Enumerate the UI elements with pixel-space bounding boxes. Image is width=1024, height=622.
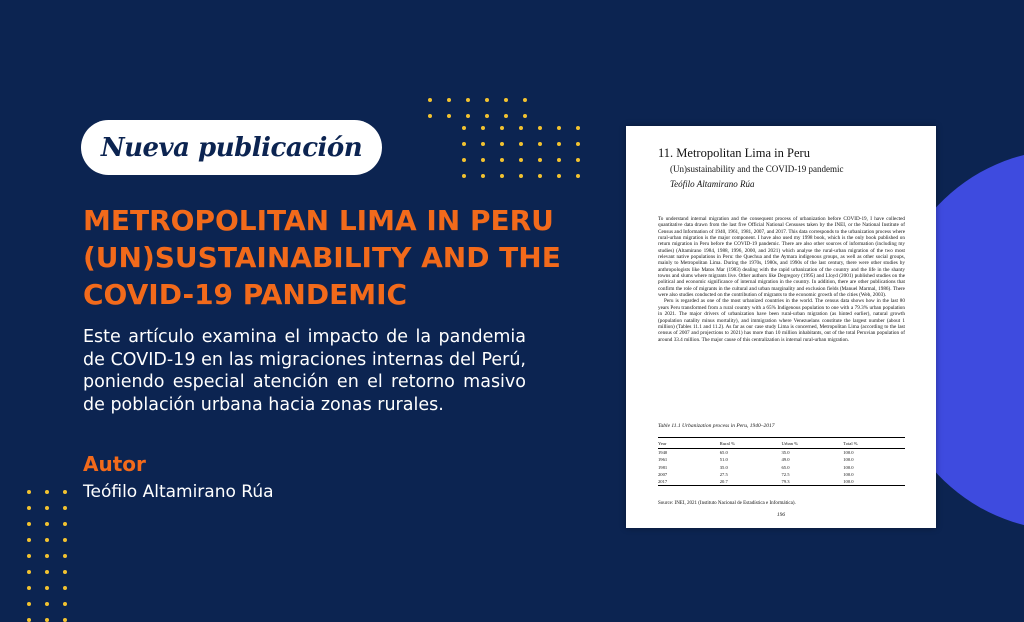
dot <box>538 158 542 162</box>
dot <box>576 142 580 146</box>
table-header-cell: Rural % <box>720 438 782 449</box>
chapter-heading: 11. Metropolitan Lima in Peru <box>658 146 810 160</box>
dot <box>63 554 67 558</box>
table-cell: 65.0 <box>781 464 790 470</box>
table-cell: 100.0 <box>843 472 854 478</box>
dot <box>27 490 31 494</box>
dot <box>519 174 523 178</box>
badge-label: Nueva publicación <box>100 132 363 163</box>
dot <box>27 602 31 606</box>
table-cell: 65.0 <box>719 450 728 456</box>
table-cell: 49.0 <box>781 457 790 463</box>
dot <box>63 570 67 574</box>
table-header-row <box>658 438 905 449</box>
dot <box>27 586 31 590</box>
dot <box>63 538 67 542</box>
dot <box>45 522 49 526</box>
dot <box>27 538 31 542</box>
dot <box>27 522 31 526</box>
table-cell: 2017 <box>658 478 720 486</box>
dot <box>45 506 49 510</box>
table-cell: 20.7 <box>720 478 782 486</box>
table-row <box>658 449 905 457</box>
dot <box>523 114 527 118</box>
dot <box>557 174 561 178</box>
dot <box>45 602 49 606</box>
dot <box>519 158 523 162</box>
dot <box>45 490 49 494</box>
dot <box>462 126 466 130</box>
dot <box>462 158 466 162</box>
table-header-cell: Total % <box>843 438 905 449</box>
dot <box>519 142 523 146</box>
paragraph: To understand internal migration and the consequent process of urbanization before COVID-19, I have collected quantitative data drawn from the last five Official National Censuses taken by the INEI, or the National Institute of Census and Information of 1940, 1961, 1981, 2007, and 2017. This data corresponds to the urbanization process where rural-urban migration is the major component. I have also used my 1998 book, which is the only book published on return migration in Peru before the COVID-19 pandemic. There are also other sources of information (including my studies) (Altamirano 1984, 1988, 1996, 2000, and 2021) which analyse the rural-urban migration of the two most relevant native populations in Peru: the Quechua and the Aymara indigenous groups, as well as other social groups, mainly to Metropolitan Lima. During the 1970s, 1980s, and 1990s of the last century, there were other studies by anthropologists like Matos Mar (1983) dealing with the rapid urbanization of the country and the life in the shanty towns and slums where migrants live. Other authors like Degregory (1995) and Lloyd (2001) published studies on the political and economic significance of internal migration in the country. In addition, there are other publications that confirm the role of migrants in the cultural and urban marginality and exclusion fields (Manuel Marmal, 1986). There were also studies conducted on the contribution of migrants to the economic growth of the cities (Web, 2003). <box>658 216 905 299</box>
dot <box>481 174 485 178</box>
dot <box>538 174 542 178</box>
table-cell: 27.5 <box>719 472 728 478</box>
author-label: Autor <box>83 452 146 476</box>
table-cell: 2007 <box>658 472 668 478</box>
dot <box>523 98 527 102</box>
author-name: Teófilo Altamirano Rúa <box>83 482 274 502</box>
dot <box>447 98 451 102</box>
dot <box>576 174 580 178</box>
dot <box>485 114 489 118</box>
dot <box>63 602 67 606</box>
page-number: 196 <box>776 512 786 518</box>
dot <box>481 158 485 162</box>
dot <box>485 98 489 102</box>
table-cell: 1981 <box>658 464 668 470</box>
table-row <box>658 471 905 478</box>
dot <box>557 142 561 146</box>
dot-pattern-right <box>462 126 580 178</box>
dot <box>428 98 432 102</box>
paragraph: Peru is regarded as one of the most urbanized countries in the world. The census data shows how in the last 80 years Peru transformed from a rural country with a 65% Indigenous population to one with a 79.3% urban population in 2021. The major drivers of urbanization have been rural-urban migration (as hinted earlier), natural growth (population natality minus mortality), and immigration where Venezuelans constitute the largest number (about 1 million) (Tables 11.1 and 11.2). As far as our case study Lima is concerned, Metropolitan Lima (according to the last census of 2007 and projections to 2021) has more than 10 million inhabitants, out of the total Peruvian population of around 33.4 million. The major cause of this centralization is internal rural-urban migration. <box>658 298 905 343</box>
dot <box>447 114 451 118</box>
new-publication-badge <box>81 120 382 175</box>
table-cell: 35.0 <box>719 464 728 470</box>
dot <box>45 618 49 622</box>
dot <box>462 174 466 178</box>
dot <box>27 570 31 574</box>
page-body-text <box>658 216 905 343</box>
table-cell: 72.5 <box>781 472 790 478</box>
dot <box>500 174 504 178</box>
dot <box>538 126 542 130</box>
table-cell: 35.0 <box>781 450 790 456</box>
table-caption: Table 11.1 Urbanization process in Peru, 1940–2017 <box>658 423 775 429</box>
table-cell: 100.0 <box>843 457 854 463</box>
table-header-cell: Urban % <box>782 438 844 449</box>
dot <box>27 554 31 558</box>
dot <box>504 98 508 102</box>
dot <box>63 618 67 622</box>
table-row <box>658 464 905 471</box>
dot <box>519 126 523 130</box>
table-cell: 1940 <box>658 450 668 456</box>
dot-pattern-bottom-left <box>27 490 67 622</box>
dot <box>576 158 580 162</box>
dot <box>63 490 67 494</box>
chapter-subtitle: (Un)sustainability and the COVID-19 pandemic <box>670 164 844 174</box>
dot <box>500 126 504 130</box>
dot <box>557 126 561 130</box>
table-cell: 51.0 <box>719 457 728 463</box>
dot <box>45 538 49 542</box>
dot <box>63 506 67 510</box>
dot <box>27 506 31 510</box>
table-cell: 100.0 <box>843 464 854 470</box>
dot-pattern-top <box>428 98 527 118</box>
dot <box>428 114 432 118</box>
table-source: Source: INEI, 2021 (Instituto Nacional de Estadística e Informática). <box>658 501 796 506</box>
dot <box>481 142 485 146</box>
dot <box>576 126 580 130</box>
table-cell: 79.3 <box>782 478 844 486</box>
publication-title: METROPOLITAN LIMA IN PERU (UN)SUSTAINABILITY AND THE COVID-19 PANDEMIC <box>83 204 561 311</box>
chapter-author: Teófilo Altamirano Rúa <box>670 179 755 189</box>
table-cell: 100.0 <box>843 478 905 486</box>
dot <box>538 142 542 146</box>
dot <box>481 126 485 130</box>
dot <box>63 522 67 526</box>
dot <box>500 158 504 162</box>
dot <box>466 98 470 102</box>
urbanization-table <box>658 437 905 486</box>
dot <box>557 158 561 162</box>
dot <box>27 618 31 622</box>
dot <box>500 142 504 146</box>
dot <box>45 586 49 590</box>
table-cell: 1961 <box>658 457 668 463</box>
dot <box>462 142 466 146</box>
dot <box>504 114 508 118</box>
dot <box>45 570 49 574</box>
table-row <box>658 456 905 463</box>
dot <box>466 114 470 118</box>
table-row <box>658 478 905 486</box>
table-header-cell: Year <box>658 438 720 449</box>
dot <box>63 586 67 590</box>
publication-description: Este artículo examina el impacto de la pandemia de COVID-19 en las migraciones internas del Perú, poniendo especial atención en el retorno masivo de población urbana hacia zonas rurales. <box>83 327 526 415</box>
dot <box>45 554 49 558</box>
table-cell: 100.0 <box>843 450 854 456</box>
article-page-preview <box>626 126 936 528</box>
